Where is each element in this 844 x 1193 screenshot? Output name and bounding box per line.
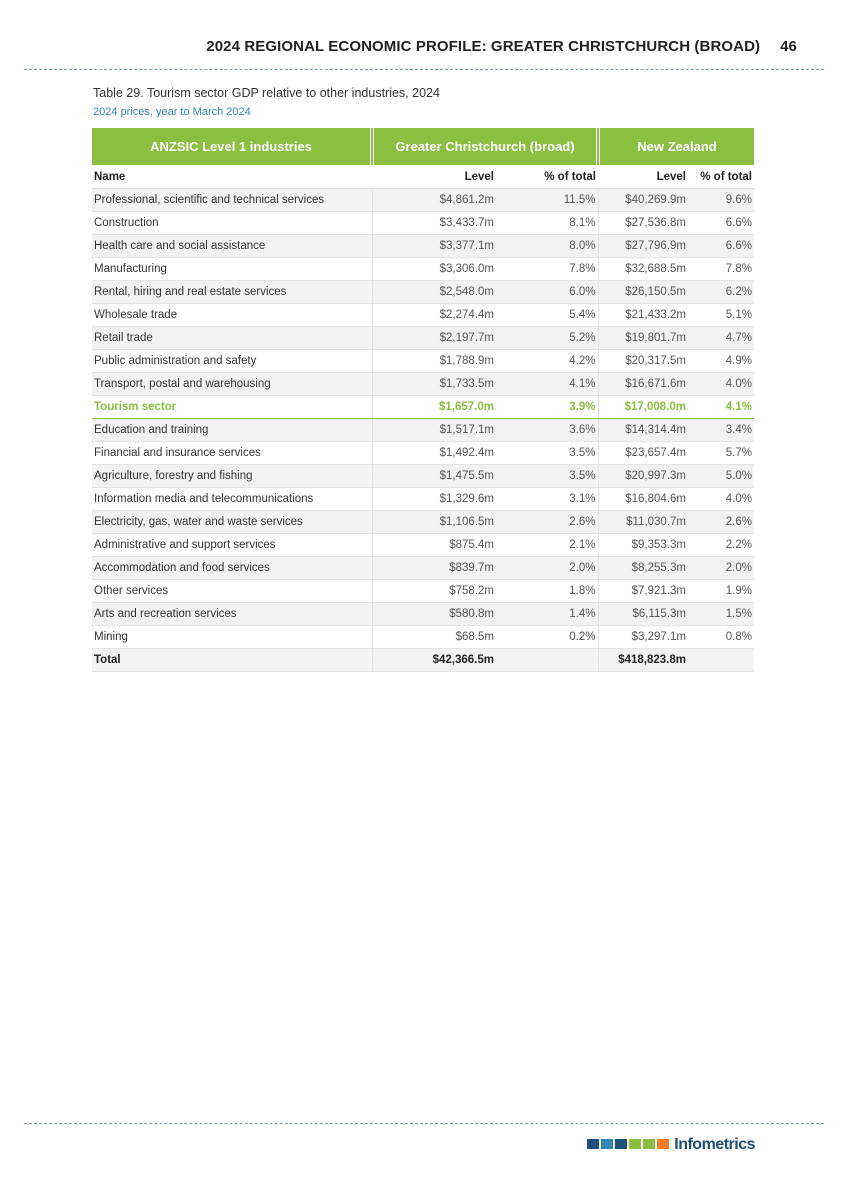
table-row	[92, 281, 754, 304]
industry-name-cell: Professional, scientific and technical services	[92, 189, 372, 212]
nz-level-cell: $8,255.3m	[598, 557, 688, 580]
table-subcaption: 2024 prices, year to March 2024	[93, 106, 251, 118]
table-row	[92, 212, 754, 235]
nz-pct-cell: 3.4%	[688, 419, 754, 442]
region-level-cell: $1,329.6m	[372, 488, 496, 511]
table-row	[92, 557, 754, 580]
region-level-cell: $3,306.0m	[372, 258, 496, 281]
industry-name-cell: Education and training	[92, 419, 372, 442]
region-pct-cell: 3.9%	[496, 396, 598, 419]
nz-level-cell: $14,314.4m	[598, 419, 688, 442]
nz-level-cell: $19,801.7m	[598, 327, 688, 350]
table-row	[92, 603, 754, 626]
industry-name-cell: Information media and telecommunications	[92, 488, 372, 511]
region-level-cell: $580.8m	[372, 603, 496, 626]
table-row	[92, 350, 754, 373]
industry-name-cell: Mining	[92, 626, 372, 649]
region-pct-cell: 1.4%	[496, 603, 598, 626]
logo-square	[615, 1139, 627, 1149]
table-body	[92, 189, 754, 672]
region-pct-cell: 2.0%	[496, 557, 598, 580]
region-pct-cell: 8.1%	[496, 212, 598, 235]
nz-pct-cell: 5.1%	[688, 304, 754, 327]
nz-pct-cell: 5.7%	[688, 442, 754, 465]
page-header	[0, 38, 797, 55]
industry-name-cell: Arts and recreation services	[92, 603, 372, 626]
nz-pct-cell: 4.1%	[688, 396, 754, 419]
logo-square	[643, 1139, 655, 1149]
nz-level-cell: $32,688.5m	[598, 258, 688, 281]
region-level-cell: $1,733.5m	[372, 373, 496, 396]
column-header-nz-level: Level	[598, 165, 688, 189]
region-pct-cell: 4.2%	[496, 350, 598, 373]
infometrics-logo	[587, 1136, 755, 1154]
nz-level-cell: $3,297.1m	[598, 626, 688, 649]
nz-level-cell: $20,317.5m	[598, 350, 688, 373]
industry-name-cell: Manufacturing	[92, 258, 372, 281]
table-row	[92, 189, 754, 212]
table-row	[92, 442, 754, 465]
region-level-cell: $1,517.1m	[372, 419, 496, 442]
region-pct-cell: 3.6%	[496, 419, 598, 442]
logo-wordmark: Infometrics	[674, 1136, 755, 1153]
group-header-row	[92, 128, 754, 165]
region-pct-cell	[496, 649, 598, 672]
group-header-nz: New Zealand	[598, 128, 754, 165]
region-level-cell: $42,366.5m	[372, 649, 496, 672]
industry-name-cell: Tourism sector	[92, 396, 372, 419]
region-pct-cell: 1.8%	[496, 580, 598, 603]
region-pct-cell: 4.1%	[496, 373, 598, 396]
table-row	[92, 534, 754, 557]
table-row	[92, 373, 754, 396]
region-pct-cell: 2.6%	[496, 511, 598, 534]
region-level-cell: $875.4m	[372, 534, 496, 557]
table-caption: Table 29. Tourism sector GDP relative to other industries, 2024	[93, 86, 440, 100]
nz-level-cell: $16,671.6m	[598, 373, 688, 396]
region-pct-cell: 6.0%	[496, 281, 598, 304]
industry-name-cell: Agriculture, forestry and fishing	[92, 465, 372, 488]
table-row	[92, 304, 754, 327]
region-pct-cell: 8.0%	[496, 235, 598, 258]
region-level-cell: $1,492.4m	[372, 442, 496, 465]
header-divider	[24, 69, 824, 70]
industry-name-cell: Financial and insurance services	[92, 442, 372, 465]
table-row	[92, 511, 754, 534]
nz-pct-cell: 6.6%	[688, 235, 754, 258]
nz-level-cell: $7,921.3m	[598, 580, 688, 603]
nz-level-cell: $6,115.3m	[598, 603, 688, 626]
industry-name-cell: Transport, postal and warehousing	[92, 373, 372, 396]
region-level-cell: $1,475.5m	[372, 465, 496, 488]
nz-pct-cell: 6.2%	[688, 281, 754, 304]
nz-level-cell: $11,030.7m	[598, 511, 688, 534]
logo-square	[587, 1139, 599, 1149]
region-pct-cell: 5.4%	[496, 304, 598, 327]
logo-square	[629, 1139, 641, 1149]
region-level-cell: $1,106.5m	[372, 511, 496, 534]
nz-pct-cell: 1.5%	[688, 603, 754, 626]
region-level-cell: $839.7m	[372, 557, 496, 580]
logo-square	[601, 1139, 613, 1149]
nz-pct-cell: 0.8%	[688, 626, 754, 649]
nz-level-cell: $40,269.9m	[598, 189, 688, 212]
table-row	[92, 235, 754, 258]
nz-pct-cell: 6.6%	[688, 212, 754, 235]
nz-level-cell: $17,008.0m	[598, 396, 688, 419]
column-header-row	[92, 165, 754, 189]
nz-level-cell: $27,796.9m	[598, 235, 688, 258]
group-header-region: Greater Christchurch (broad)	[372, 128, 598, 165]
region-level-cell: $3,377.1m	[372, 235, 496, 258]
nz-pct-cell: 4.7%	[688, 327, 754, 350]
column-header-nz-pct: % of total	[688, 165, 754, 189]
nz-level-cell: $23,657.4m	[598, 442, 688, 465]
region-pct-cell: 5.2%	[496, 327, 598, 350]
table-row	[92, 327, 754, 350]
nz-level-cell: $9,353.3m	[598, 534, 688, 557]
gdp-table	[92, 128, 754, 672]
nz-pct-cell: 2.6%	[688, 511, 754, 534]
nz-level-cell: $27,536.8m	[598, 212, 688, 235]
table-row	[92, 488, 754, 511]
column-header-region-level: Level	[372, 165, 496, 189]
table-row	[92, 649, 754, 672]
industry-name-cell: Total	[92, 649, 372, 672]
footer-divider	[24, 1123, 824, 1124]
region-level-cell: $758.2m	[372, 580, 496, 603]
industry-name-cell: Rental, hiring and real estate services	[92, 281, 372, 304]
table-row	[92, 396, 754, 419]
logo-squares	[587, 1136, 671, 1154]
industry-name-cell: Wholesale trade	[92, 304, 372, 327]
industry-name-cell: Retail trade	[92, 327, 372, 350]
group-header-industries: ANZSIC Level 1 industries	[92, 128, 372, 165]
region-pct-cell: 0.2%	[496, 626, 598, 649]
table-row	[92, 465, 754, 488]
region-level-cell: $3,433.7m	[372, 212, 496, 235]
region-level-cell: $2,548.0m	[372, 281, 496, 304]
industry-name-cell: Other services	[92, 580, 372, 603]
nz-level-cell: $16,804.6m	[598, 488, 688, 511]
nz-level-cell: $21,433.2m	[598, 304, 688, 327]
page-number: 46	[780, 38, 797, 55]
industry-name-cell: Health care and social assistance	[92, 235, 372, 258]
industry-name-cell: Electricity, gas, water and waste services	[92, 511, 372, 534]
nz-pct-cell: 5.0%	[688, 465, 754, 488]
table-row	[92, 580, 754, 603]
nz-pct-cell: 9.6%	[688, 189, 754, 212]
region-pct-cell: 3.5%	[496, 442, 598, 465]
nz-pct-cell: 4.0%	[688, 373, 754, 396]
table-row	[92, 419, 754, 442]
industry-name-cell: Construction	[92, 212, 372, 235]
nz-level-cell: $20,997.3m	[598, 465, 688, 488]
table-row	[92, 626, 754, 649]
region-pct-cell: 2.1%	[496, 534, 598, 557]
region-pct-cell: 3.1%	[496, 488, 598, 511]
region-level-cell: $1,788.9m	[372, 350, 496, 373]
nz-pct-cell: 4.9%	[688, 350, 754, 373]
region-level-cell: $4,861.2m	[372, 189, 496, 212]
nz-pct-cell: 4.0%	[688, 488, 754, 511]
industry-name-cell: Public administration and safety	[92, 350, 372, 373]
header-title: 2024 REGIONAL ECONOMIC PROFILE: GREATER CHRISTCHURCH (BROAD)	[206, 38, 761, 55]
region-pct-cell: 7.8%	[496, 258, 598, 281]
industry-name-cell: Accommodation and food services	[92, 557, 372, 580]
region-level-cell: $2,197.7m	[372, 327, 496, 350]
industry-name-cell: Administrative and support services	[92, 534, 372, 557]
nz-pct-cell: 2.2%	[688, 534, 754, 557]
logo-square	[657, 1139, 669, 1149]
nz-pct-cell: 7.8%	[688, 258, 754, 281]
region-pct-cell: 3.5%	[496, 465, 598, 488]
nz-pct-cell: 1.9%	[688, 580, 754, 603]
column-header-region-pct: % of total	[496, 165, 598, 189]
nz-level-cell: $418,823.8m	[598, 649, 688, 672]
region-level-cell: $1,657.0m	[372, 396, 496, 419]
nz-pct-cell: 2.0%	[688, 557, 754, 580]
region-level-cell: $68.5m	[372, 626, 496, 649]
column-header-name: Name	[92, 165, 372, 189]
table-row	[92, 258, 754, 281]
nz-pct-cell	[688, 649, 754, 672]
nz-level-cell: $26,150.5m	[598, 281, 688, 304]
region-level-cell: $2,274.4m	[372, 304, 496, 327]
region-pct-cell: 11.5%	[496, 189, 598, 212]
